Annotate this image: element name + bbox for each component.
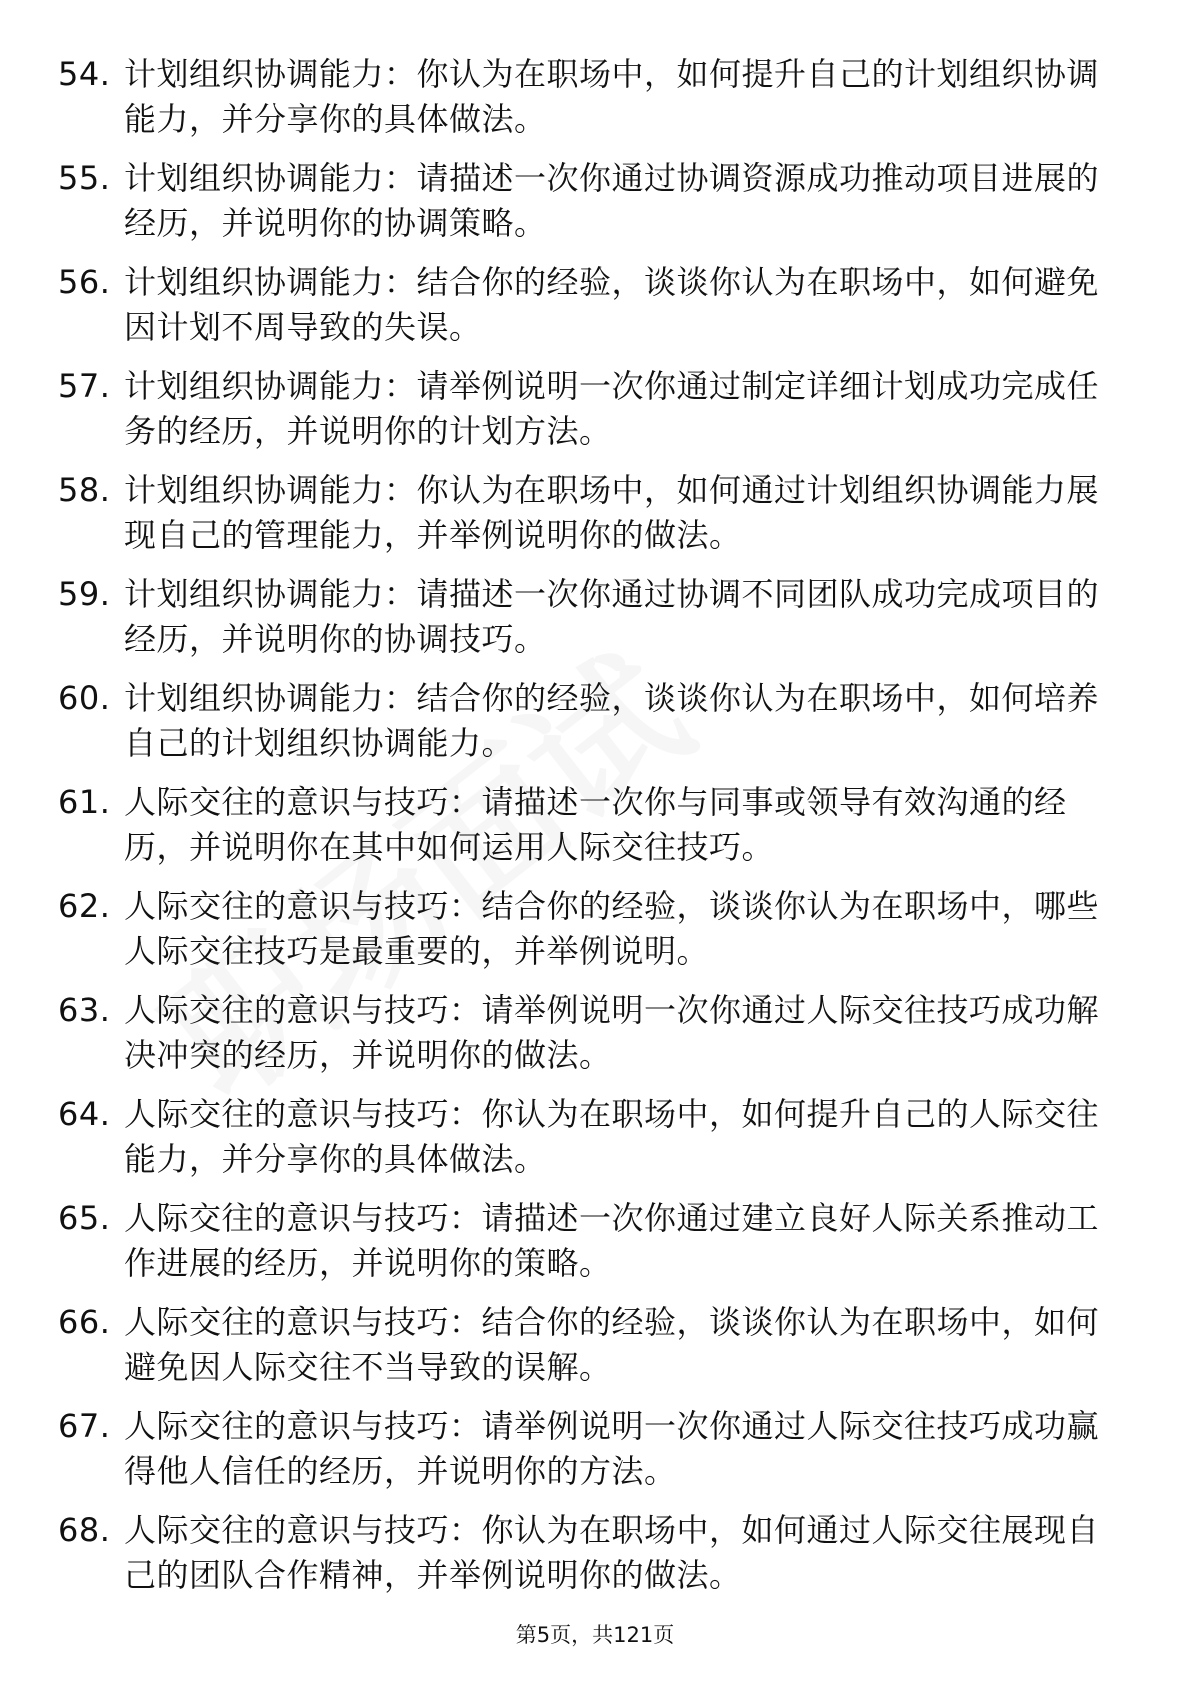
question-item — [0, 1196, 1190, 1300]
question-text: 人际交往的意识与技巧：你认为在职场中，如何提升自己的人际交往能力，并分享你的具体做法。 — [124, 1095, 1100, 1178]
question-item — [0, 780, 1190, 884]
question-text: 人际交往的意识与技巧：请描述一次你通过建立良好人际关系推动工作进展的经历，并说明你的策略。 — [124, 1199, 1100, 1282]
question-number: 65. — [58, 1199, 111, 1237]
question-number: 57. — [58, 367, 111, 405]
question-text: 计划组织协调能力：请描述一次你通过协调资源成功推动项目进展的经历，并说明你的协调策略。 — [124, 159, 1100, 242]
question-text: 人际交往的意识与技巧：请描述一次你与同事或领导有效沟通的经历，并说明你在其中如何运用人际交往技巧。 — [124, 783, 1067, 866]
question-list — [0, 52, 1190, 1612]
question-text: 人际交往的意识与技巧：结合你的经验，谈谈你认为在职场中，哪些人际交往技巧是最重要的，并举例说明。 — [124, 887, 1100, 970]
question-item — [0, 468, 1190, 572]
question-text: 人际交往的意识与技巧：请举例说明一次你通过人际交往技巧成功解决冲突的经历，并说明你的做法。 — [124, 991, 1100, 1074]
page-footer — [0, 1621, 1190, 1649]
question-text: 人际交往的意识与技巧：结合你的经验，谈谈你认为在职场中，如何避免因人际交往不当导致的误解。 — [124, 1303, 1100, 1386]
question-text: 计划组织协调能力：请描述一次你通过协调不同团队成功完成项目的经历，并说明你的协调技巧。 — [124, 575, 1100, 658]
question-text: 人际交往的意识与技巧：你认为在职场中，如何通过人际交往展现自己的团队合作精神，并举例说明你的做法。 — [124, 1511, 1100, 1594]
question-number: 55. — [58, 159, 111, 197]
question-item — [0, 1092, 1190, 1196]
question-text: 计划组织协调能力：结合你的经验，谈谈你认为在职场中，如何避免因计划不周导致的失误。 — [124, 263, 1100, 346]
question-number: 67. — [58, 1407, 111, 1445]
question-number: 63. — [58, 991, 111, 1029]
question-number: 54. — [58, 55, 111, 93]
question-text: 计划组织协调能力：你认为在职场中，如何通过计划组织协调能力展现自己的管理能力，并举例说明你的做法。 — [124, 471, 1100, 554]
question-number: 68. — [58, 1511, 111, 1549]
question-item — [0, 884, 1190, 988]
question-text: 计划组织协调能力：结合你的经验，谈谈你认为在职场中，如何培养自己的计划组织协调能力。 — [124, 679, 1100, 762]
question-item — [0, 988, 1190, 1092]
question-number: 56. — [58, 263, 111, 301]
question-number: 66. — [58, 1303, 111, 1341]
question-text: 计划组织协调能力：你认为在职场中，如何提升自己的计划组织协调能力，并分享你的具体做法。 — [124, 55, 1100, 138]
question-number: 59. — [58, 575, 111, 613]
question-number: 64. — [58, 1095, 111, 1133]
question-item — [0, 1300, 1190, 1404]
question-item — [0, 676, 1190, 780]
question-item — [0, 260, 1190, 364]
question-number: 61. — [58, 783, 111, 821]
question-item — [0, 364, 1190, 468]
question-text: 计划组织协调能力：请举例说明一次你通过制定详细计划成功完成任务的经历，并说明你的计划方法。 — [124, 367, 1100, 450]
question-text: 人际交往的意识与技巧：请举例说明一次你通过人际交往技巧成功赢得他人信任的经历，并说明你的方法。 — [124, 1407, 1100, 1490]
question-number: 62. — [58, 887, 111, 925]
question-number: 58. — [58, 471, 111, 509]
question-item — [0, 1404, 1190, 1508]
question-item — [0, 156, 1190, 260]
page-number-label: 第5页，共121页 — [515, 1623, 675, 1647]
question-number: 60. — [58, 679, 111, 717]
question-item — [0, 572, 1190, 676]
question-item — [0, 52, 1190, 156]
question-item — [0, 1508, 1190, 1612]
